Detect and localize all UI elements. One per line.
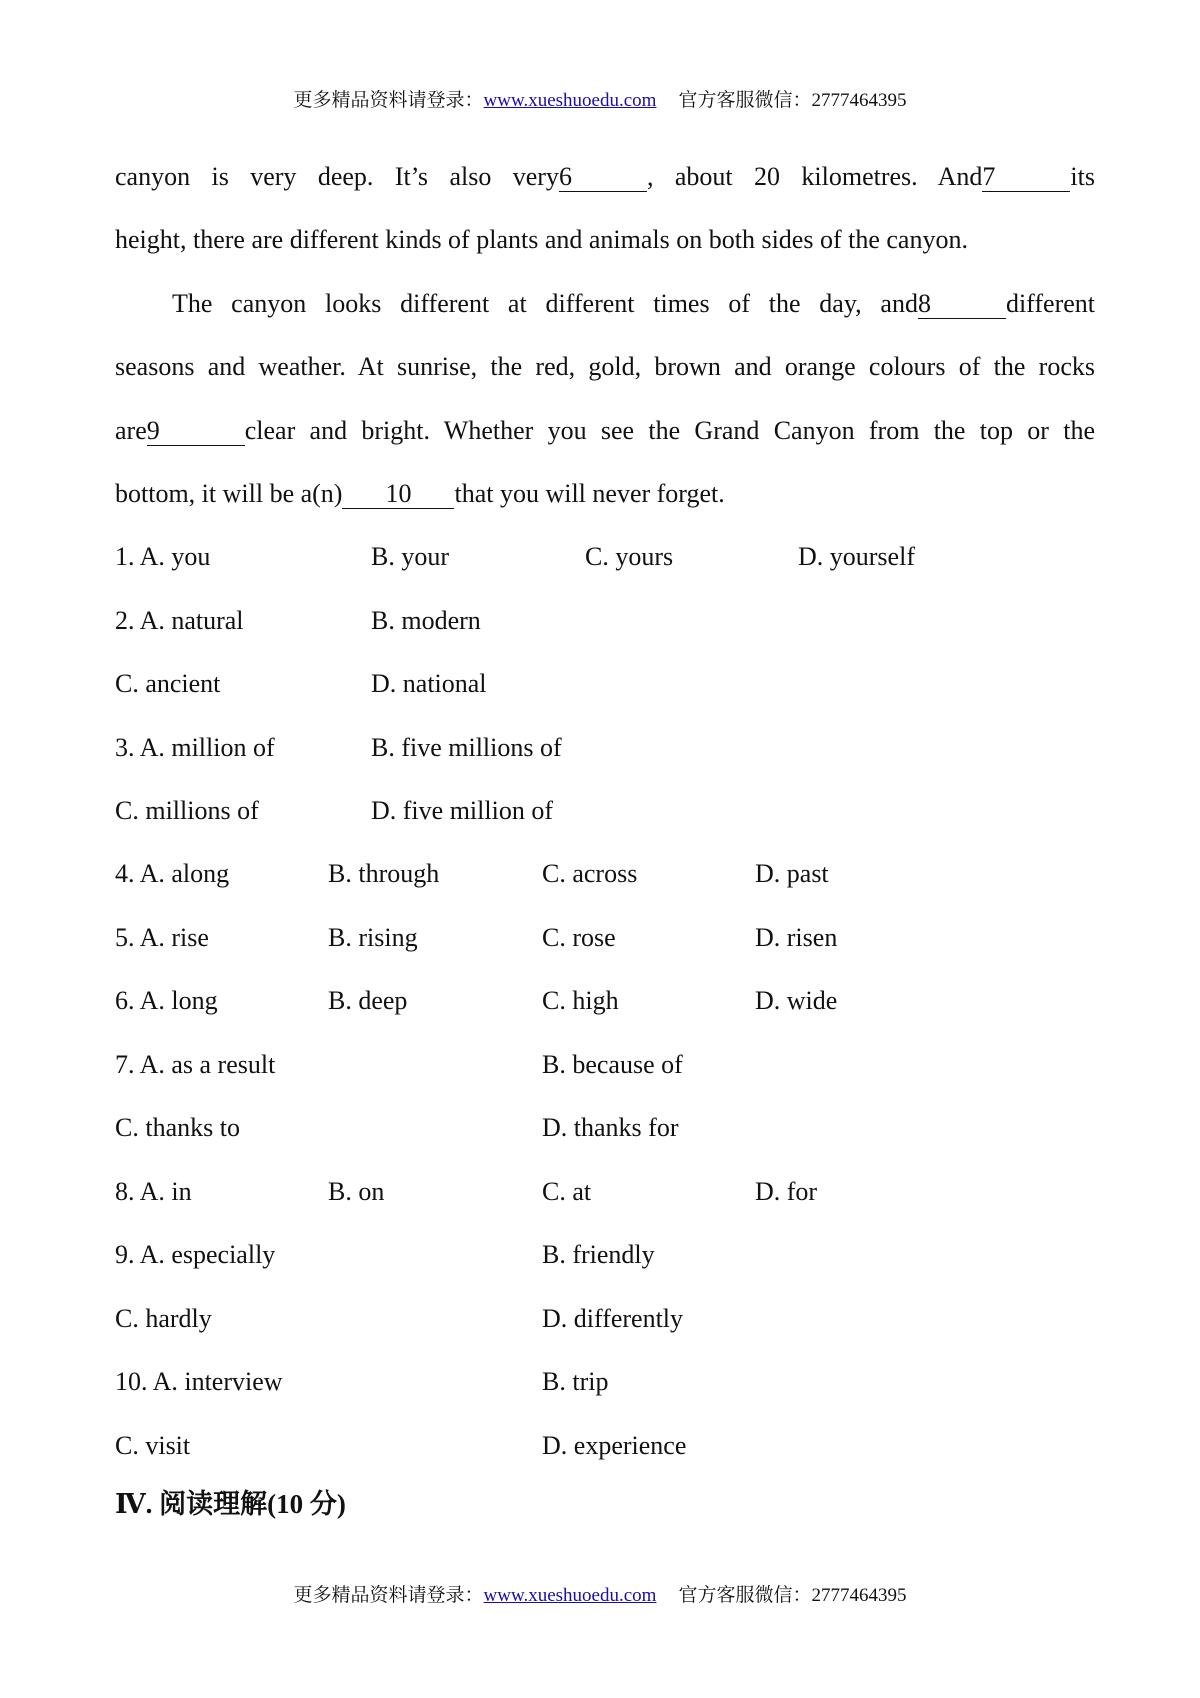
passage-text: clear and bright. Whether you see the Grand Canyon from the top or the <box>244 416 1095 445</box>
option-d: D. thanks for <box>542 1113 679 1142</box>
option-d: D. five million of <box>371 796 553 825</box>
passage-line-6 <box>115 477 1095 511</box>
header-prefix: 更多精品资料请登录： <box>293 90 484 111</box>
option-a: 9. A. especially <box>115 1240 276 1269</box>
passage-text: canyon is very deep. It’s also very <box>115 162 559 191</box>
option-c: C. high <box>542 986 619 1015</box>
option-b: B. because of <box>542 1050 683 1079</box>
option-a: 7. A. as a result <box>115 1050 276 1079</box>
option-b: B. your <box>371 542 449 571</box>
blank-6: 6 <box>559 163 647 192</box>
option-d: D. yourself <box>798 542 915 571</box>
option-d: D. for <box>755 1177 818 1206</box>
passage-text: , about 20 kilometres. And <box>646 162 983 191</box>
passage-line-3 <box>172 287 1095 321</box>
blank-8: 8 <box>918 290 1006 319</box>
header-contact: 官方客服微信：2777464395 <box>678 90 907 111</box>
header-site-link[interactable]: www.xueshuoedu.com <box>483 90 657 111</box>
option-c: C. thanks to <box>115 1113 240 1142</box>
option-c: C. yours <box>585 542 674 571</box>
blank-7: 7 <box>982 163 1070 192</box>
option-b: B. trip <box>542 1367 609 1396</box>
passage-text: different <box>1005 289 1095 318</box>
option-b: B. five millions of <box>371 733 562 762</box>
option-a: 10. A. interview <box>115 1367 283 1396</box>
footer-contact: 官方客服微信：2777464395 <box>678 1585 907 1606</box>
blank-9: 9 <box>147 417 245 446</box>
option-a: 1. A. you <box>115 542 211 571</box>
option-d: D. wide <box>755 986 838 1015</box>
page-footer <box>0 1584 1200 1608</box>
option-d: D. national <box>371 669 487 698</box>
option-c: C. visit <box>115 1431 191 1460</box>
option-c: C. millions of <box>115 796 259 825</box>
blank-10: 10 <box>342 480 454 509</box>
option-c: C. rose <box>542 923 616 952</box>
footer-prefix: 更多精品资料请登录： <box>293 1585 484 1606</box>
passage-line-1 <box>115 160 1095 194</box>
option-b: B. rising <box>328 923 418 952</box>
option-b: B. modern <box>371 606 481 635</box>
option-c: C. hardly <box>115 1304 212 1333</box>
section-heading: Ⅳ. 阅读理解(10 分) <box>115 1489 346 1519</box>
option-c: C. ancient <box>115 669 221 698</box>
passage-line-2: height, there are different kinds of plants and animals on both sides of the canyon. <box>115 225 968 254</box>
passage-text: are <box>115 416 147 445</box>
passage-text: that you will never forget. <box>454 479 725 508</box>
option-a: 6. A. long <box>115 986 218 1015</box>
option-d: D. experience <box>542 1431 687 1460</box>
option-b: B. friendly <box>542 1240 655 1269</box>
passage-line-4: seasons and weather. At sunrise, the red, gold, brown and orange colours of the rocks <box>115 352 1095 381</box>
passage-text: The canyon looks different at different times of the day, and <box>172 289 918 318</box>
option-a: 8. A. in <box>115 1177 192 1206</box>
option-b: B. deep <box>328 986 408 1015</box>
option-d: D. past <box>755 859 829 888</box>
option-b: B. on <box>328 1177 385 1206</box>
option-b: B. through <box>328 859 440 888</box>
passage-text: its <box>1070 162 1095 191</box>
option-a: 5. A. rise <box>115 923 209 952</box>
option-a: 3. A. million of <box>115 733 275 762</box>
option-d: D. differently <box>542 1304 684 1333</box>
option-a: 2. A. natural <box>115 606 244 635</box>
page-header <box>0 89 1200 113</box>
option-d: D. risen <box>755 923 838 952</box>
passage-text: bottom, it will be a(n) <box>115 479 343 508</box>
option-a: 4. A. along <box>115 859 230 888</box>
option-c: C. at <box>542 1177 592 1206</box>
footer-site-link[interactable]: www.xueshuoedu.com <box>483 1585 657 1606</box>
passage-line-5 <box>115 414 1095 448</box>
option-c: C. across <box>542 859 638 888</box>
